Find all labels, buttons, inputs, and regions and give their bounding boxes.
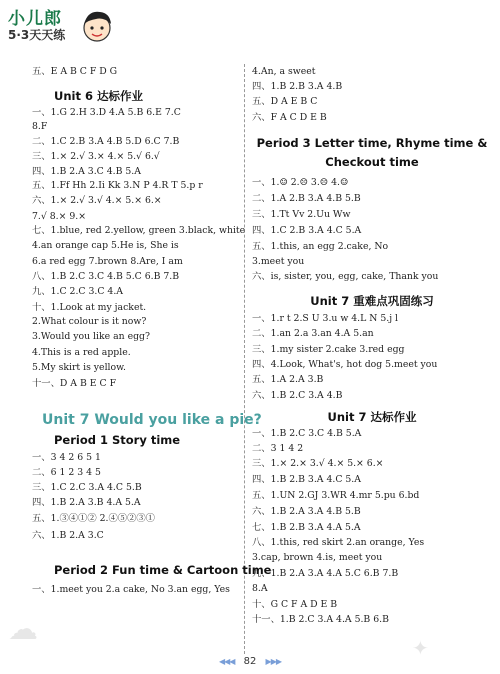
answer-line: 八、1.this, red skirt 2.an orange, Yes	[252, 537, 425, 548]
answer-line: 九、1.B 2.A 3.A 4.A 5.C 6.B 7.B	[252, 568, 399, 579]
logo-title: 小儿郎	[8, 9, 62, 29]
answer-line: 一、3 4 2 6 5 1	[32, 452, 101, 463]
section-heading: Period 2 Fun time & Cartoon time	[54, 563, 272, 577]
mascot-boy-icon	[78, 6, 116, 46]
answer-line: 七、1.blue, red 2.yellow, green 3.black, white	[32, 225, 246, 236]
answer-line: 3.cap, brown 4.is, meet you	[252, 552, 383, 563]
watermark-left: ☁	[8, 612, 38, 647]
answer-line: 五、D A E B C	[252, 96, 318, 107]
answer-line: 二、6 1 2 3 4 5	[32, 467, 101, 478]
answer-line: 六、1.B 2.A 3.C	[32, 530, 104, 541]
answer-line: 四、1.B 2.B 3.A 4.C 5.A	[252, 474, 361, 485]
answer-line: 四、1.C 2.B 3.A 4.C 5.A	[252, 225, 362, 236]
answer-line: 五、1.③④①② 2.④⑤②③①	[32, 513, 155, 524]
answer-line: 六、1.B 2.A 3.A 4.B 5.B	[252, 506, 361, 517]
answer-line: 二、1.C 2.B 3.A 4.B 5.D 6.C 7.B	[32, 136, 180, 147]
section-heading: Checkout time	[325, 155, 419, 169]
answer-line: 一、1.meet you 2.a cake, No 3.an egg, Yes	[32, 584, 230, 595]
answer-line: 九、1.C 2.C 3.C 4.A	[32, 286, 123, 297]
answer-line: 三、1.C 2.C 3.A 4.C 5.B	[32, 482, 142, 493]
section-heading: Period 1 Story time	[54, 433, 181, 447]
answer-line: 二、3 1 4 2	[252, 443, 304, 454]
section-heading: Unit 7 达标作业	[327, 410, 417, 424]
answer-line: 六、1.B 2.C 3.A 4.B	[252, 390, 343, 401]
unit-title: Unit 7 Would you like a pie?	[42, 412, 262, 428]
logo-subtitle: 5·3天天练	[8, 28, 66, 42]
answer-line: 七、1.B 2.B 3.A 4.A 5.A	[252, 522, 361, 533]
answer-line: 3.meet you	[252, 256, 305, 267]
answer-line: 3.Would you like an egg?	[32, 331, 150, 342]
answer-line: 四、1.B 2.A 3.C 4.B 5.A	[32, 166, 141, 177]
answer-line: 五、1.UN 2.GJ 3.WR 4.mr 5.pu 6.bd	[252, 490, 420, 501]
answer-line: 6.a red egg 7.brown 8.Are, I am	[32, 256, 183, 267]
answer-line: 三、1.Tt Vv 2.Uu Ww	[252, 209, 351, 220]
answer-line: 2.What colour is it now?	[32, 316, 147, 327]
answer-line: 一、1.r t 2.S U 3.u w 4.L N 5.j l	[252, 313, 399, 324]
answer-line: 三、1.× 2.× 3.√ 4.× 5.× 6.×	[252, 458, 384, 469]
section-heading: Period 3 Letter time, Rhyme time &	[256, 136, 488, 150]
answer-line: 五、1.this, an egg 2.cake, No	[252, 241, 389, 252]
answer-line: 五、E A B C F D G	[32, 66, 118, 77]
answer-line: 五、1.Ff Hh 2.Ii Kk 3.N P 4.R T 5.p r	[32, 180, 203, 191]
page-number: 82	[243, 656, 257, 667]
answer-line: 十一、D A B E C F	[32, 378, 117, 389]
answer-line: 一、1.B 2.C 3.C 4.B 5.A	[252, 428, 362, 439]
answer-line: 二、1.an 2.a 3.an 4.A 5.an	[252, 328, 374, 339]
answer-line: 四、1.B 2.B 3.A 4.B	[252, 81, 343, 92]
answer-line: 十、G C F A D E B	[252, 599, 338, 610]
answer-line: 五、1.A 2.A 3.B	[252, 374, 324, 385]
answer-line: 4.An, a sweet	[252, 66, 316, 77]
next-arrows-icon: ▶▶▶	[265, 657, 282, 666]
answer-line: 5.My skirt is yellow.	[32, 362, 126, 373]
answer-line: 四、1.B 2.A 3.B 4.A 5.A	[32, 497, 141, 508]
answer-line: 8.F	[32, 121, 48, 132]
answer-line: 八、1.B 2.C 3.C 4.B 5.C 6.B 7.B	[32, 271, 180, 282]
answer-line: 四、4.Look, What's, hot dog 5.meet you	[252, 359, 438, 370]
answer-line: 二、1.A 2.B 3.A 4.B 5.B	[252, 193, 361, 204]
answer-line: 7.√ 8.× 9.×	[32, 211, 87, 222]
answer-line: 十一、1.B 2.C 3.A 4.A 5.B 6.B	[252, 614, 389, 625]
answer-line: 六、F A C D E B	[252, 112, 327, 123]
section-heading: Unit 7 重难点巩固练习	[310, 294, 434, 308]
answer-line: 8.A	[252, 583, 268, 594]
answer-line: 六、1.× 2.√ 3.√ 4.× 5.× 6.×	[32, 195, 162, 206]
watermark-right: ✦	[412, 636, 429, 660]
answer-line: 4.an orange cap 5.He is, She is	[32, 240, 179, 251]
answer-line: 三、1.× 2.√ 3.× 4.× 5.√ 6.√	[32, 151, 160, 162]
answer-line: 十、1.Look at my jacket.	[32, 302, 147, 313]
answer-line: 六、is, sister, you, egg, cake, Thank you	[252, 271, 439, 282]
answer-line: 三、1.my sister 2.cake 3.red egg	[252, 344, 405, 355]
answer-line: 一、1.☺ 2.☹ 3.☹ 4.☺	[252, 177, 349, 188]
prev-arrows-icon: ◀◀◀	[218, 657, 235, 666]
answer-line: 4.This is a red apple.	[32, 347, 131, 358]
publisher-logo	[6, 4, 126, 50]
section-heading: Unit 6 达标作业	[54, 89, 143, 103]
answer-line: 一、1.G 2.H 3.D 4.A 5.B 6.E 7.C	[32, 107, 181, 118]
